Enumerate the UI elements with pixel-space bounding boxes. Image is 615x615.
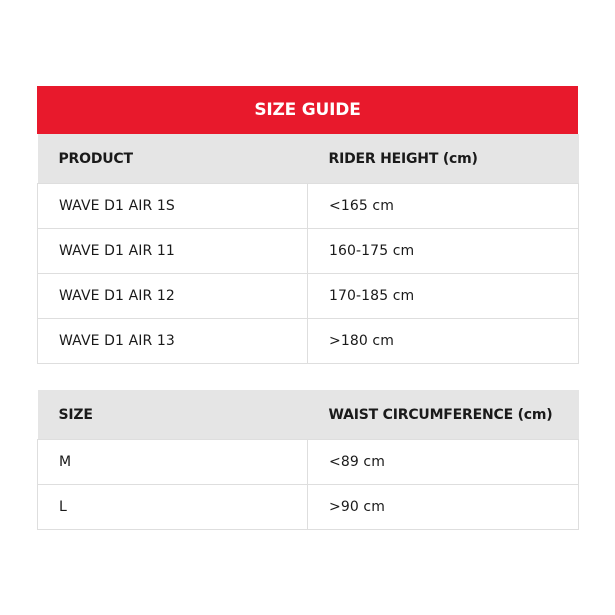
size-cell: M [38, 440, 308, 485]
size-guide-title: SIZE GUIDE [37, 86, 578, 134]
product-cell: WAVE D1 AIR 11 [38, 229, 308, 274]
table-row [38, 319, 579, 364]
table-row [38, 274, 579, 319]
column-header-size: SIZE [58, 406, 93, 423]
waist-size-table [37, 390, 579, 530]
rider-height-cell: 160-175 cm [308, 229, 579, 274]
table-row [38, 229, 579, 274]
rider-height-cell: >180 cm [308, 319, 579, 364]
column-header-waist-circumference: WAIST CIRCUMFERENCE (cm) [328, 406, 553, 423]
table-spacer [37, 364, 578, 390]
size-cell: L [38, 485, 308, 530]
rider-height-table [37, 134, 579, 364]
table-header-row [38, 390, 579, 440]
table-header-row [38, 134, 579, 184]
table-row [38, 440, 579, 485]
column-header-product: PRODUCT [58, 150, 133, 167]
column-header-rider-height: RIDER HEIGHT (cm) [328, 150, 478, 167]
rider-height-cell: 170-185 cm [308, 274, 579, 319]
table-row [38, 485, 579, 530]
waist-cell: >90 cm [308, 485, 579, 530]
product-cell: WAVE D1 AIR 12 [38, 274, 308, 319]
waist-cell: <89 cm [308, 440, 579, 485]
table-row [38, 184, 579, 229]
product-cell: WAVE D1 AIR 1S [38, 184, 308, 229]
size-guide [37, 86, 578, 530]
product-cell: WAVE D1 AIR 13 [38, 319, 308, 364]
rider-height-cell: <165 cm [308, 184, 579, 229]
